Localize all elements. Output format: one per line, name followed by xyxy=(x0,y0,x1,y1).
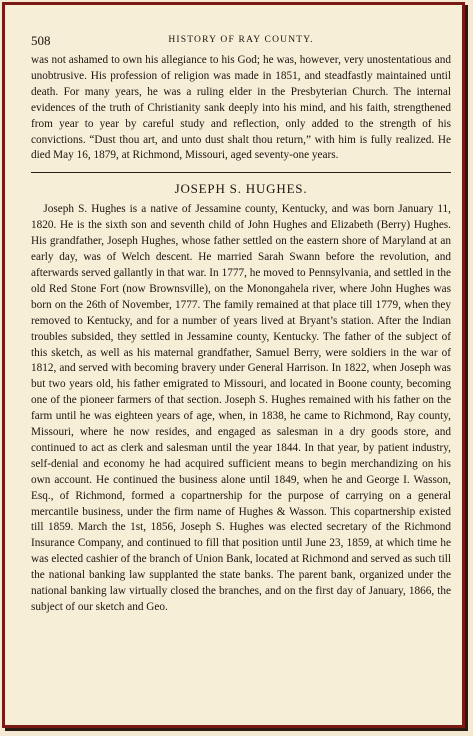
page-frame xyxy=(2,2,465,728)
biography-paragraph: Joseph S. Hughes is a native of Jessamine county, Kentucky, and was born January 11, 1820. He is the sixth son and seventh child of John Hughes and Elizabeth (Berry) Hughes. His grandfather, Joseph Hughes, whose father settled on the eastern shore of Maryland at an early day, was of Welch descent. He married Sarah Swann before the revolution, and afterwards served gallantly in that war. In 1777, he moved to Pennsylvania, and settled in the old Red Stone Fort (now Brownsville), on the Monongahela river, where John Hughes was born on the 26th of November, 1777. The family remained at that place till 1779, when they removed to Kentucky, and for a number of years lived at Bryant’s station. After the Indian troubles subsided, they settled in Jessamine county, Kentucky. The father of the subject of this sketch, as well as his maternal grandfather, Samuel Berry, were soldiers in the war of 1812, and served with becoming bravery under General Harrison. In 1822, when Joseph was but two years old, his father emigrated to Missouri, and located in Boone county, becoming one of the pioneer farmers of that section. Joseph S. Hughes remained with his father on the farm until he was eighteen years of age, when, in 1838, he came to Richmond, Ray county, Missouri, where he now resides, and engaged as salesman in a dry goods store, and continued to act as clerk and salesman until the year 1844. In that year, by patient industry, self-denial and economy he had acquired sufficient means to begin merchandizing on his own account. He continued the business alone until 1849, when he and George I. Wasson, Esq., of Richmond, formed a copartnership for the purpose of carrying on a general mercantile business, under the firm name of Hughes & Wasson. This copartnership existed till 1859. March the 1st, 1856, Joseph S. Hughes was elected secretary of the Richmond Insurance Company, and continued to fill that position until June 23, 1859, at which time he was elected cashier of the branch of Union Bank, located at Richmond and served as such till the national banking law supplanted the state banks. The parent bank, organized under the national banking law virtually closed the branches, and on the first day of January, 1866, the subject of our sketch and Geo. xyxy=(31,203,451,613)
page-number: 508 xyxy=(31,33,51,48)
book-page xyxy=(31,33,451,616)
section-divider xyxy=(31,172,451,173)
page-header xyxy=(31,33,451,53)
previous-entry-paragraph: was not ashamed to own his allegiance to his God; he was, however, very unostentatious and unobtrusive. His profession of religion was made in 1851, and steadfastly maintained until death. For many years, he was a ruling elder in the Presbyterian Church. The internal evidences of the truth of Christianity sank deeply into his mind, and his faith, strengthened from year to year by careful study and reflection, only added to the strength of his convictions. “Dust thou art, and unto dust shalt thou return,” with him is fully realized. He died May 16, 1879, at Richmond, Missouri, aged seventy-one years. xyxy=(31,54,451,162)
section-title: JOSEPH S. HUGHES. xyxy=(174,181,308,197)
running-title: HISTORY OF RAY COUNTY. xyxy=(168,35,314,45)
